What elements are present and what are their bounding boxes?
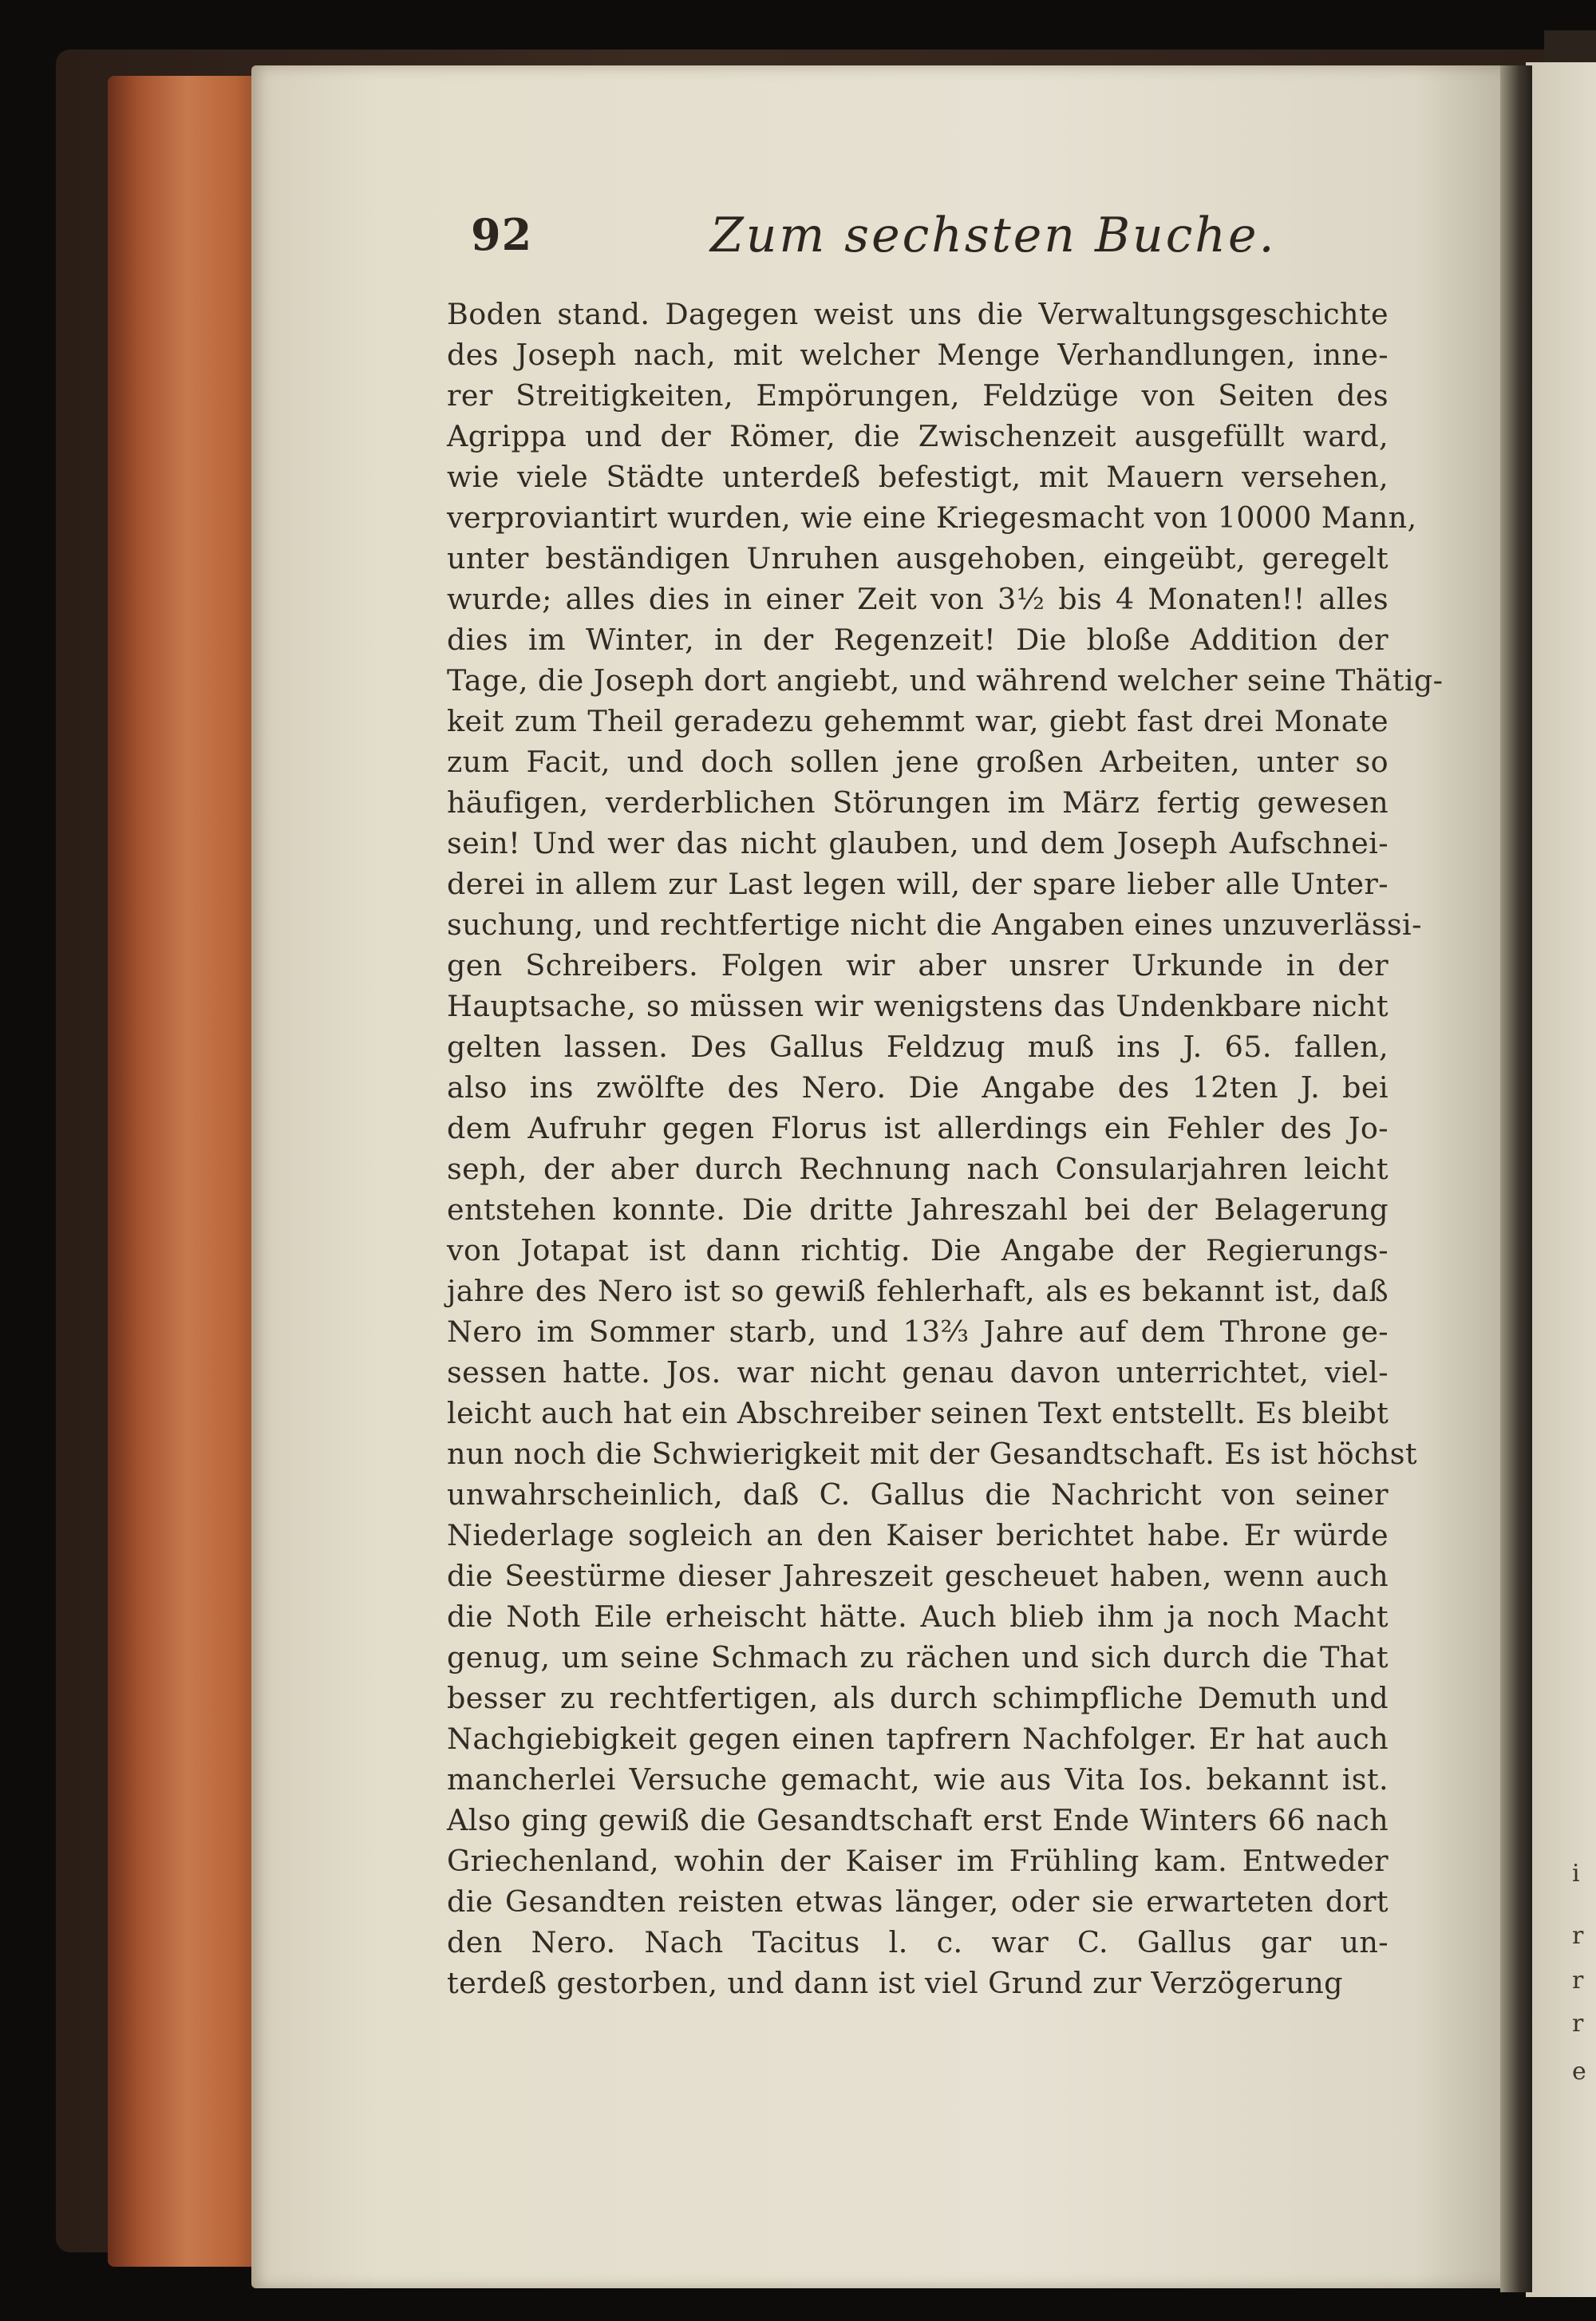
text-line: die Noth Eile erheischt hätte. Auch blieb ihm ja noch Macht bbox=[447, 1599, 1389, 1634]
text-line: von Jotapat ist dann richtig. Die Angabe der Regierungs- bbox=[447, 1233, 1389, 1267]
text-line: sessen hatte. Jos. war nicht genau davon unterrichtet, viel- bbox=[447, 1355, 1389, 1390]
text-line: leicht auch hat ein Abschreiber seinen Text entstellt. Es bleibt bbox=[447, 1396, 1389, 1430]
text-line: unwahrscheinlich, daß C. Gallus die Nachricht von seiner bbox=[447, 1477, 1389, 1512]
facing-page-edge bbox=[1526, 62, 1596, 2297]
text-line: keit zum Theil geradezu gehemmt war, giebt fast drei Monate bbox=[447, 704, 1389, 738]
text-line: also ins zwölfte des Nero. Die Angabe des 12ten J. bei bbox=[447, 1070, 1389, 1105]
text-line: unter beständigen Unruhen ausgehoben, eingeübt, geregelt bbox=[447, 541, 1389, 575]
page-header bbox=[471, 209, 1436, 273]
text-line: Agrippa und der Römer, die Zwischenzeit ausgefüllt ward, bbox=[447, 419, 1389, 453]
text-line: dem Aufruhr gegen Florus ist allerdings ein Fehler des Jo- bbox=[447, 1111, 1389, 1145]
text-line: terdeß gestorben, und dann ist viel Grund zur Verzögerung bbox=[447, 1966, 1343, 2000]
text-line: den Nero. Nach Tacitus l. c. war C. Gallus gar un- bbox=[447, 1925, 1389, 1959]
text-line: seph, der aber durch Rechnung nach Consularjahren leicht bbox=[447, 1152, 1389, 1186]
text-line: gelten lassen. Des Gallus Feldzug muß ins J. 65. fallen, bbox=[447, 1030, 1389, 1064]
text-line: die Seestürme dieser Jahreszeit gescheuet haben, wenn auch bbox=[447, 1559, 1389, 1593]
page-body-text bbox=[447, 294, 1444, 2003]
text-line: jahre des Nero ist so gewiß fehlerhaft, als es bekannt ist, daß bbox=[447, 1274, 1389, 1308]
text-line: entstehen konnte. Die dritte Jahreszahl bei der Belagerung bbox=[447, 1192, 1389, 1227]
text-line: häufigen, verderblichen Störungen im März fertig gewesen bbox=[447, 785, 1389, 820]
page-number: 92 bbox=[471, 209, 533, 260]
text-line: Boden stand. Dagegen weist uns die Verwaltungsgeschichte bbox=[447, 297, 1389, 331]
text-line: Nachgiebigkeit gegen einen tapfrern Nachfolger. Er hat auch bbox=[447, 1722, 1389, 1756]
text-line: Nero im Sommer starb, und 13⅔ Jahre auf dem Throne ge- bbox=[447, 1315, 1389, 1349]
facing-page-letter: i bbox=[1572, 1860, 1580, 1888]
text-line: besser zu rechtfertigen, als durch schimpfliche Demuth und bbox=[447, 1681, 1389, 1715]
text-line: des Joseph nach, mit welcher Menge Verhandlungen, inne- bbox=[447, 338, 1389, 372]
text-line: nun noch die Schwierigkeit mit der Gesandtschaft. Es ist höchst bbox=[447, 1437, 1417, 1471]
page-edges bbox=[108, 76, 267, 2267]
text-line: sein! Und wer das nicht glauben, und dem Joseph Aufschnei- bbox=[447, 826, 1389, 860]
text-line: Griechenland, wohin der Kaiser im Frühling kam. Entweder bbox=[447, 1844, 1389, 1878]
text-line: verproviantirt wurden, wie eine Kriegesmacht von 10000 Mann, bbox=[447, 500, 1417, 535]
text-line: zum Facit, und doch sollen jene großen Arbeiten, unter so bbox=[447, 745, 1389, 779]
spine-edge bbox=[1544, 30, 1596, 62]
text-line: die Gesandten reisten etwas länger, oder sie erwarteten dort bbox=[447, 1884, 1389, 1919]
running-head: Zum sechsten Buche. bbox=[710, 208, 1277, 263]
facing-page-letter: r bbox=[1572, 1922, 1584, 1950]
text-line: Also ging gewiß die Gesandtschaft erst Ende Winters 66 nach bbox=[447, 1803, 1389, 1837]
facing-page-letter: r bbox=[1572, 1967, 1584, 1995]
text-line: suchung, und rechtfertige nicht die Angaben eines unzuverlässi- bbox=[447, 907, 1422, 942]
facing-page-letter: r bbox=[1572, 2010, 1584, 2038]
text-line: rer Streitigkeiten, Empörungen, Feldzüge von Seiten des bbox=[447, 378, 1389, 413]
facing-page-letter: e bbox=[1572, 2058, 1586, 2086]
text-line: wurde; alles dies in einer Zeit von 3½ bis 4 Monaten!! alles bbox=[447, 582, 1389, 616]
text-line: mancherlei Versuche gemacht, wie aus Vita Ios. bekannt ist. bbox=[447, 1762, 1389, 1797]
text-line: Niederlage sogleich an den Kaiser berichtet habe. Er würde bbox=[447, 1518, 1389, 1552]
book-gutter bbox=[1500, 65, 1532, 2292]
text-line: genug, um seine Schmach zu rächen und sich durch die That bbox=[447, 1640, 1389, 1675]
text-line: Tage, die Joseph dort angiebt, und während welcher seine Thätig- bbox=[447, 663, 1444, 698]
text-line: dies im Winter, in der Regenzeit! Die bloße Addition der bbox=[447, 623, 1389, 657]
text-line: wie viele Städte unterdeß befestigt, mit Mauern versehen, bbox=[447, 460, 1389, 494]
text-line: Hauptsache, so müssen wir wenigstens das Undenkbare nicht bbox=[447, 989, 1389, 1023]
text-line: derei in allem zur Last legen will, der spare lieber alle Unter- bbox=[447, 867, 1389, 901]
text-line: gen Schreibers. Folgen wir aber unsrer Urkunde in der bbox=[447, 948, 1389, 983]
